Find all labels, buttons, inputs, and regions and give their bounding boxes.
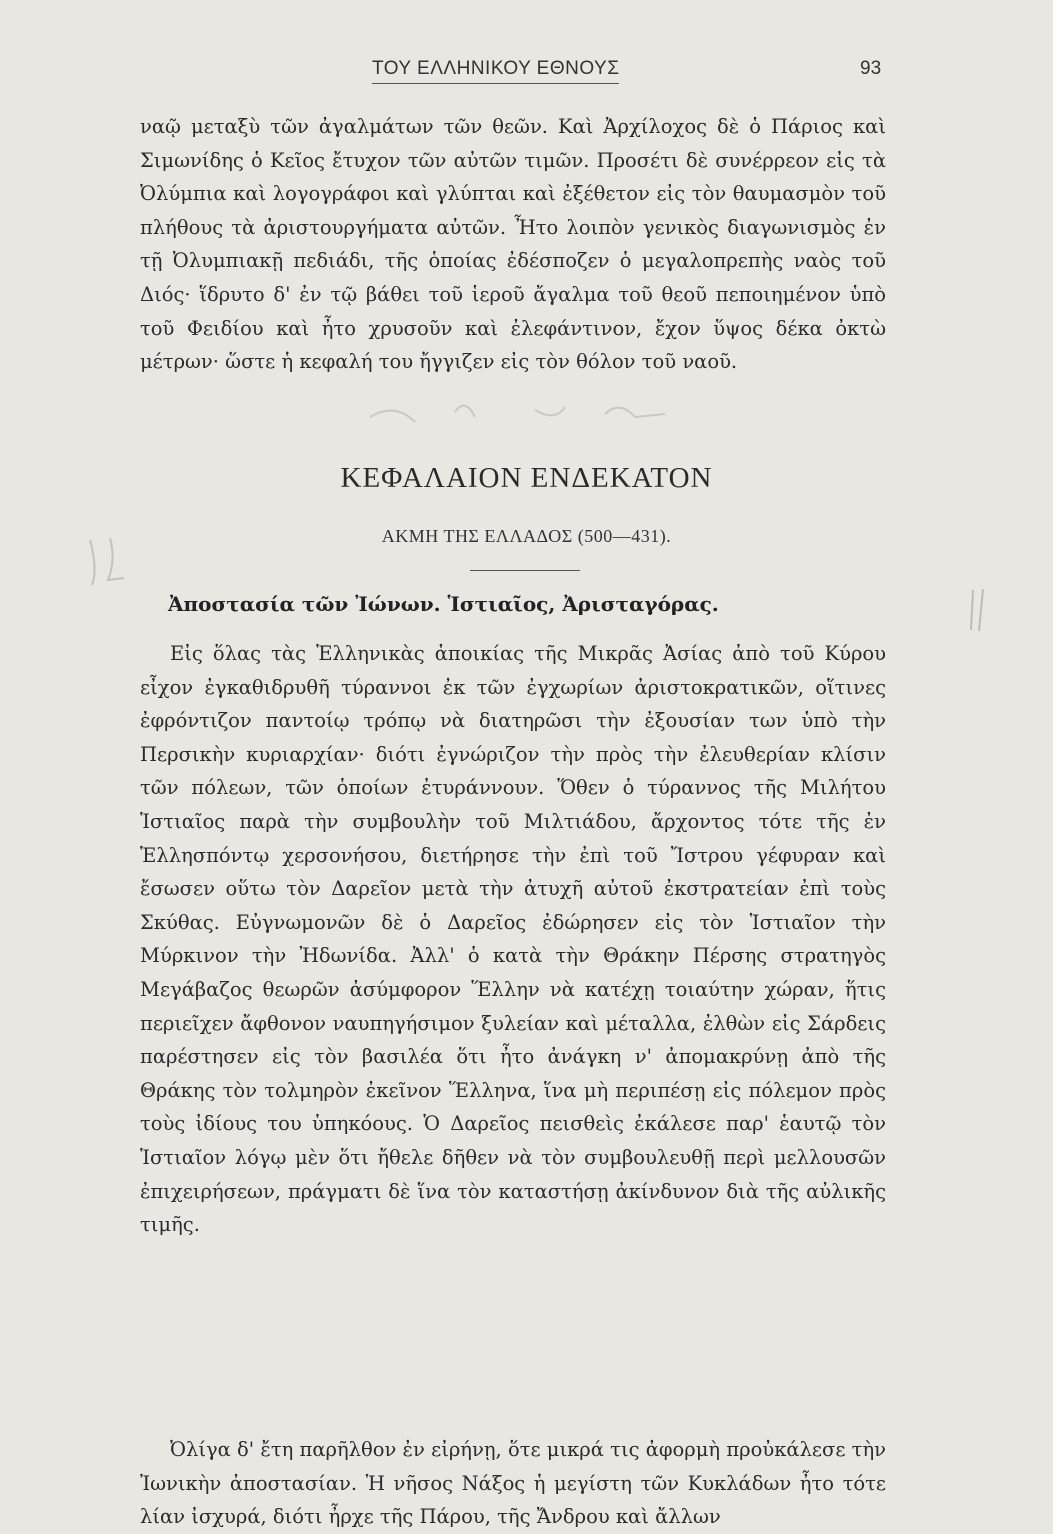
- chapter-subtitle: ΑΚΜΗ ΤΗΣ ΕΛΛΑΔΟΣ (500—431).: [381, 526, 672, 546]
- pencil-mark-icon: [365, 392, 695, 432]
- paragraph-ionian-revolt: [140, 637, 886, 1242]
- divider-rule: [470, 570, 580, 571]
- chapter-title: ΚΕΦΑΛΑΙΟΝ ΕΝΔΕΚΑΤΟΝ: [340, 462, 713, 494]
- pencil-mark-icon: [965, 585, 995, 635]
- paragraph-continued: [140, 110, 886, 379]
- running-head: ΤΟΥ ΕΛΛΗΝΙΚΟΥ ΕΘΝΟΥΣ: [372, 58, 619, 84]
- paragraph-text: Εἰς ὅλας τὰς Ἑλληνικὰς ἀποικίας τῆς Μικρᾶς Ἀσίας ἀπὸ τοῦ Κύρου εἶχον ἐγκαθιδρυθῆ τύραννοι ἐκ τῶν ἐγχωρίων ἀριστοκρατικῶν, οἵτινες ἐφρόντιζον παντοίῳ τρόπῳ νὰ διατηρῶσι τὴν ἐξουσίαν των ὑπὸ τὴν Περσικὴν κυριαρχίαν· διότι ἐγνώριζον τὴν πρὸς τὴν ἐλευθερίαν κλίσιν τῶν πόλεων, τῶν ὁποίων ἐτυράννουν. Ὅθεν ὁ τύραννος τῆς Μιλήτου Ἱστιαῖος παρὰ τὴν συμβουλὴν τοῦ Μιλτιάδου, ἄρχοντος τότε τῆς ἐν Ἑλλησπόντῳ χερσονήσου, διετήρησε τὴν ἐπὶ τοῦ Ἴστρου γέφυραν καὶ ἔσωσεν οὕτω τὸν Δαρεῖον μετὰ τὴν ἀτυχῆ αὐτοῦ ἐκστρατείαν ἐπὶ τοὺς Σκύθας. Εὐγνωμονῶν δὲ ὁ Δαρεῖος ἐδώρησεν εἰς τὸν Ἱστιαῖον τὴν Μύρκινον τὴν Ἠδωνίδα. Ἀλλ' ὁ κατὰ τὴν Θράκην Πέρσης στρατηγὸς Μεγάβαζος θεωρῶν ἀσύμφορον Ἕλλην νὰ κατέχῃ τοιαύτην χώραν, ἥτις περιεῖχεν ἄφθονον ναυπηγήσιμον ξυλείαν καὶ μέταλλα, ἐλθὼν εἰς Σάρδεις παρέστησεν εἰς τὸν βασιλέα ὅτι ἦτο ἀνάγκη ν' ἀπομακρύνῃ ἀπὸ τῆς Θράκης τὸν τολμηρὸν ἐκεῖνον Ἕλληνα, ἵνα μὴ περιπέσῃ εἰς πόλεμον πρὸς τοὺς ἰδίους του ὑπηκόους. Ὁ Δαρεῖος πεισθεὶς ἐκάλεσε παρ' ἑαυτῷ τὸν Ἱστιαῖον λόγῳ μὲν ὅτι ἤθελε δῆθεν νὰ τὸν συμβουλευθῇ περὶ μελλουσῶν ἐπιχειρήσεων, πράγματι δὲ ἵνα τὸν καταστήσῃ ἀκίνδυνον διὰ τῆς αὐλικῆς τιμῆς.: [140, 642, 886, 1237]
- paragraph-text: ναῷ μεταξὺ τῶν ἀγαλμάτων τῶν θεῶν. Καὶ Ἀρχίλοχος δὲ ὁ Πάριος καὶ Σιμωνίδης ὁ Κεῖος ἔτυχον τῶν αὐτῶν τιμῶν. Προσέτι δὲ συνέρρεον εἰς τὰ Ὀλύμπια καὶ λογογράφοι καὶ γλύπται καὶ ἐξέθετον εἰς τὸν θαυμασμὸν τοῦ πλήθους τὰ ἀριστουργήματα αὐτῶν. Ἦτο λοιπὸν γενικὸς διαγωνισμὸς ἐν τῇ Ὀλυμπιακῇ πεδιάδι, τῆς ὁποίας ἐδέσποζεν ὁ μεγαλοπρεπὴς ναὸς τοῦ Διός· ἵδρυτο δ' ἐν τῷ βάθει τοῦ ἱεροῦ ἄγαλμα τοῦ θεοῦ πεποιημένον ὑπὸ τοῦ Φειδίου καὶ ἦτο χρυσοῦν καὶ ἐλεφάντινον, ἔχον ὕψος δέκα ὀκτὼ μέτρων· ὥστε ἡ κεφαλή του ἤγγιζεν εἰς τὸν θόλον τοῦ ναοῦ.: [140, 115, 886, 374]
- paragraph-naxos: [140, 1433, 886, 1534]
- paragraph-text: Ὀλίγα δ' ἔτη παρῆλθον ἐν εἰρήνῃ, ὅτε μικρά τις ἀφορμὴ προὐκάλεσε τὴν Ἰωνικὴν ἀποστασίαν. Ἡ νῆσος Νάξος ἡ μεγίστη τῶν Κυκλάδων ἦτο τότε λίαν ἰσχυρά, διότι ἦρχε τῆς Πάρου, τῆς Ἄνδρου καὶ ἄλλων: [140, 1438, 886, 1529]
- page-number: 93: [860, 58, 882, 79]
- section-heading: Ἀποστασία τῶν Ἰώνων. Ἱστιαῖος, Ἀρισταγόρας.: [168, 592, 719, 616]
